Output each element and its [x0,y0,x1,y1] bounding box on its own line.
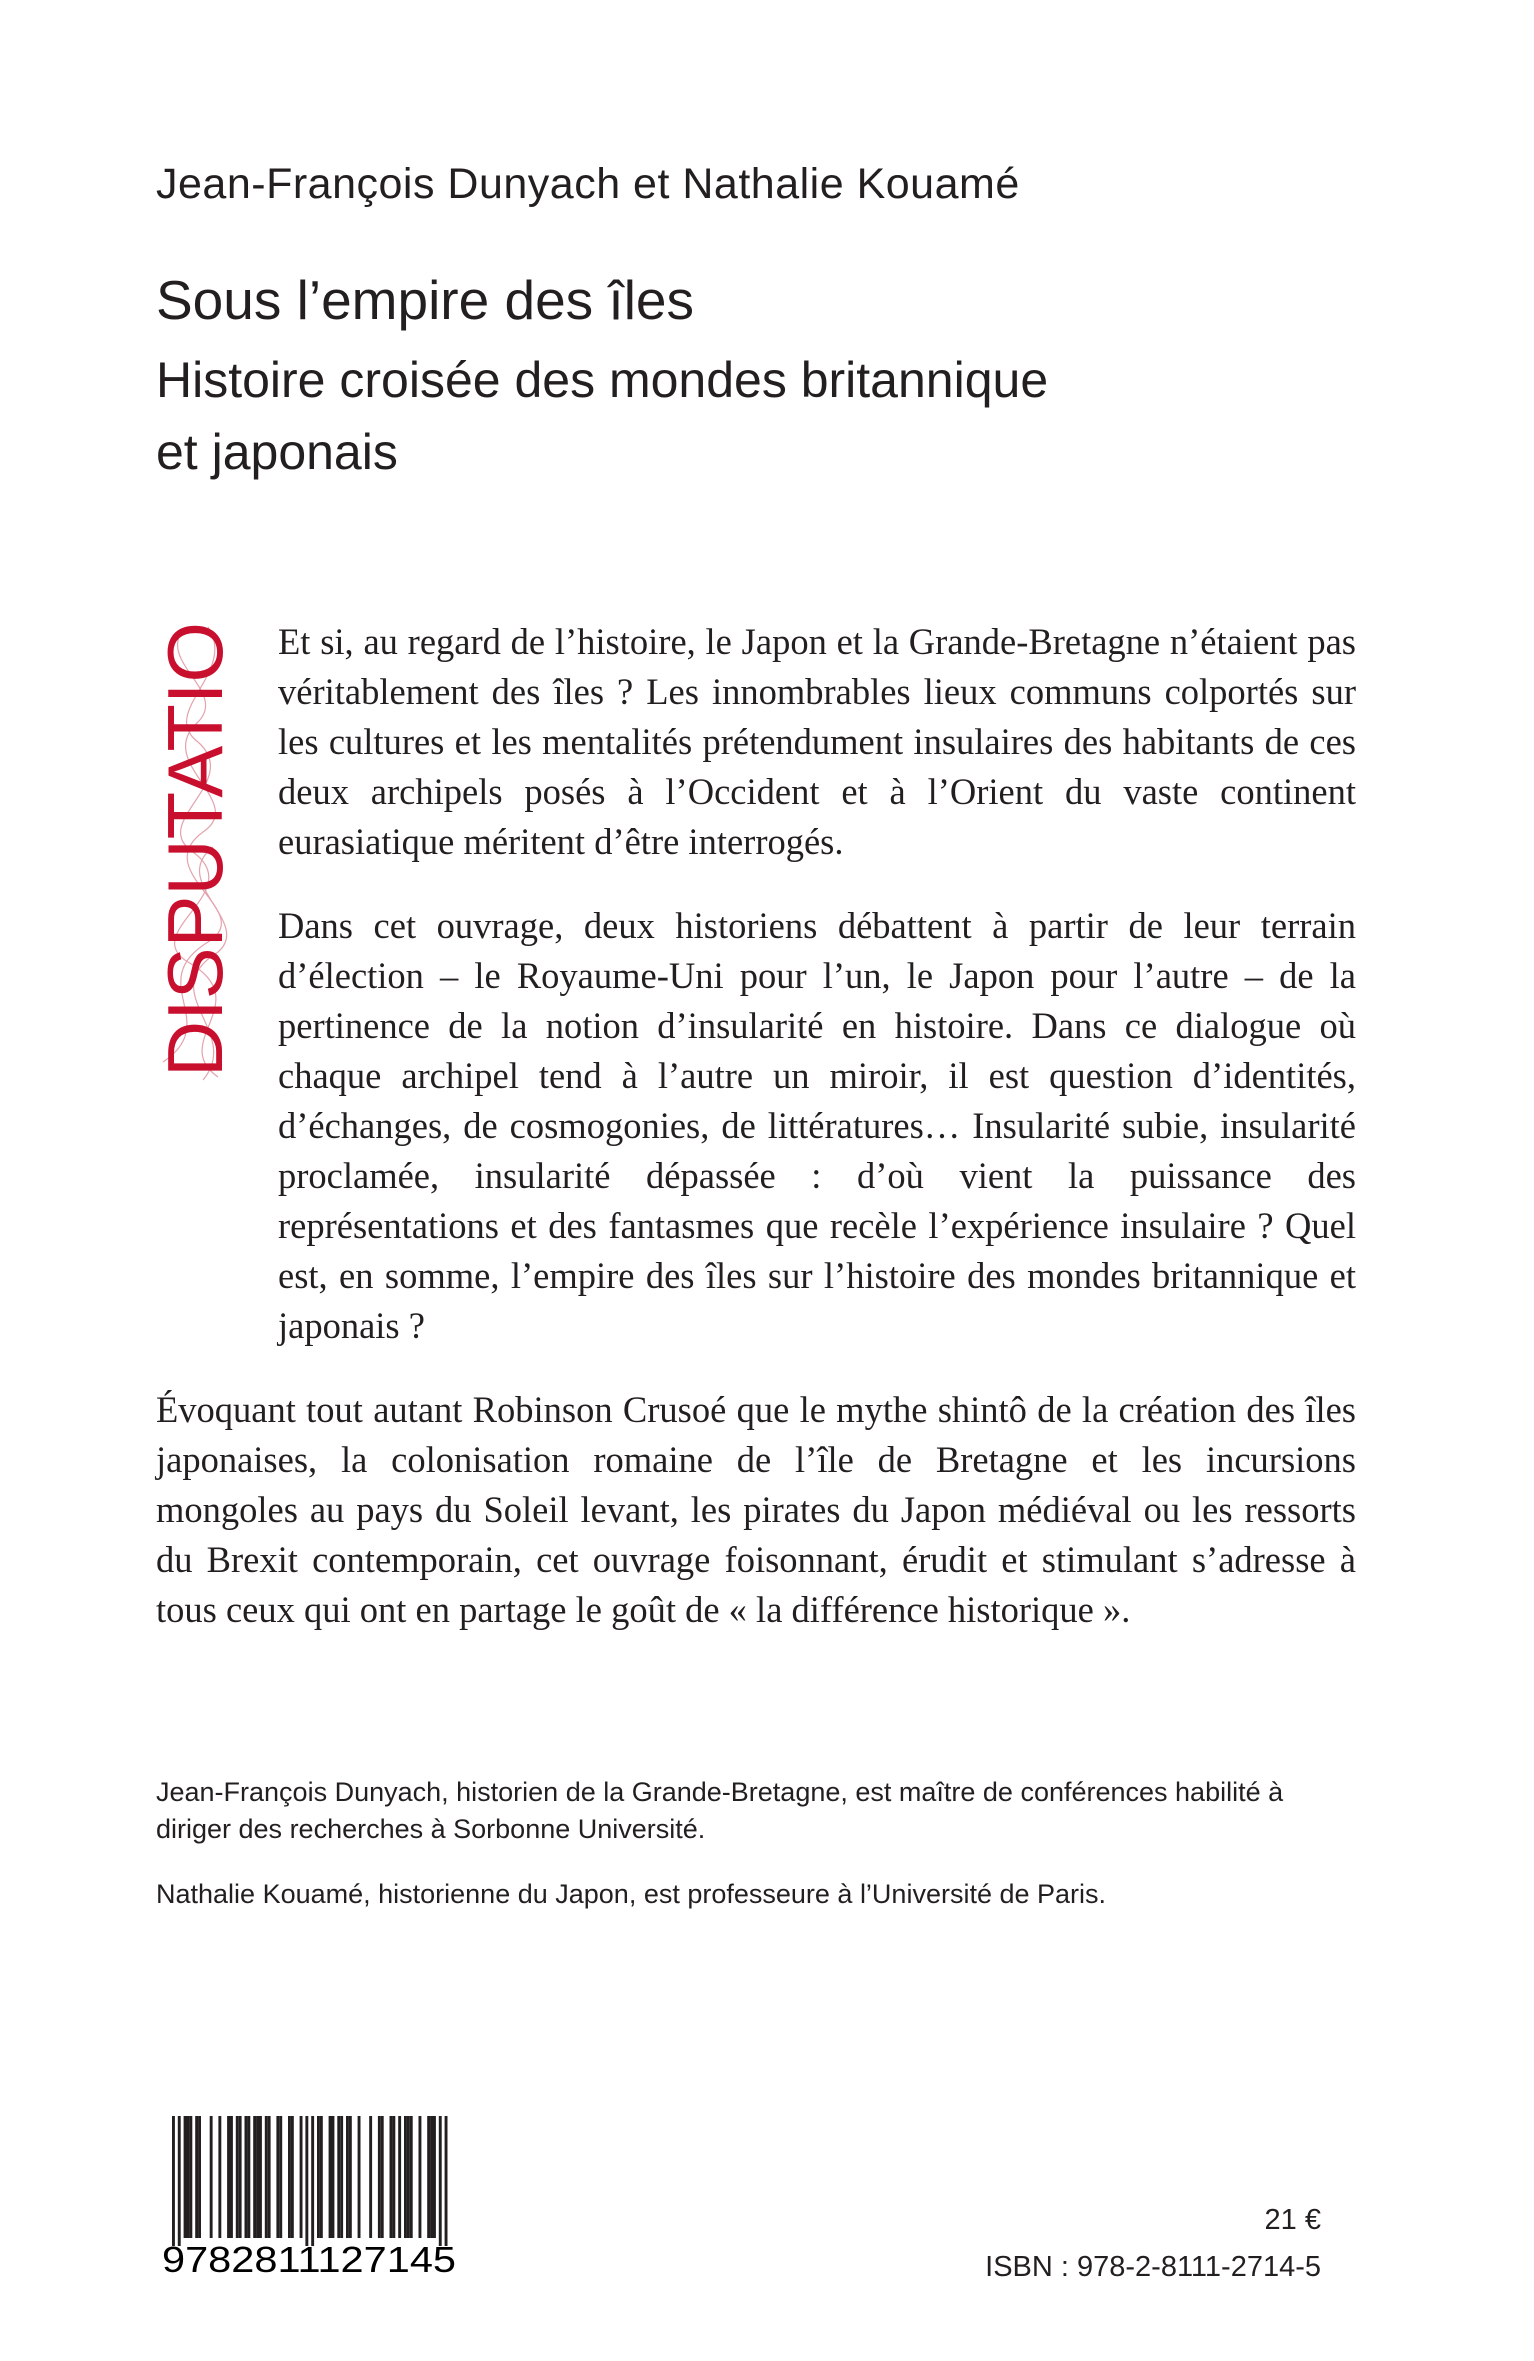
barcode-bar [346,2116,349,2238]
barcode-bar [332,2116,335,2238]
author-bio: Nathalie Kouamé, historienne du Japon, est professeure à l’Université de Paris. [156,1879,1107,1909]
barcode-bar [210,2116,213,2238]
author-bio: Jean-François Dunyach, historien de la Grande-Bretagne, est maître de conférences habilité à diriger des recherches à Sorbonne Université. [156,1777,1284,1844]
barcode-bar [433,2116,436,2238]
barcode-bar [445,2116,448,2246]
barcode-bar [305,2116,308,2246]
barcode-bar [340,2116,343,2238]
barcode-bar [369,2116,372,2238]
barcode-bar [404,2116,407,2238]
barcode-bar [265,2116,268,2238]
barcode-bar [189,2116,192,2238]
barcode-bar [288,2116,291,2238]
barcode-bar [407,2116,410,2238]
subtitle-line-2: et japonais [156,424,398,480]
barcode-bar [268,2116,271,2238]
barcode-bar [256,2116,259,2238]
barcode-bar [317,2116,320,2238]
blurb [156,617,1356,1635]
barcode-bar [439,2116,442,2246]
barcode [160,2116,460,2276]
subtitle-line-1: Histoire croisée des mondes britannique [156,352,1049,408]
authors-line: Jean-François Dunyach et Nathalie Kouamé [156,160,1020,208]
barcode-bars [172,2116,448,2246]
barcode-bar [349,2116,352,2238]
blurb-paragraph: Évoquant tout autant Robinson Crusoé que le mythe shintô de la création des îles japonaises, la colonisation romaine de l’île de Bretagne et les incursions mongoles au pays du Soleil levant, les pirates du Japon médiéval ou les ressorts du Brexit contemporain, cet ouvrage foisonnant, érudit et stimulant s’adresse à tous ceux qui ont en partage le goût de « la différence historique ». [156,1389,1356,1630]
barcode-bar [195,2116,198,2238]
book-subtitle [156,344,1256,488]
barcode-bar [172,2116,175,2246]
barcode-bar [198,2116,201,2238]
barcode-bar [398,2116,401,2238]
barcode-bar [245,2116,248,2238]
isbn: ISBN : 978-2-8111-2714-5 [985,2251,1321,2283]
blurb-paragraph: Et si, au regard de l’histoire, le Japon et la Grande-Bretagne n’étaient pas véritablement des îles ? Les innombrables lieux communs colportés sur les cultures et les mentalités prétendument insulaires des habitants de ces deux archipels posés à l’Occident et à l’Orient du vaste continent eurasiatique méritent d’être interrogés. [278,621,1356,862]
barcode-bar [410,2116,413,2238]
author-bios [156,1774,1356,1941]
barcode-bar [419,2116,422,2238]
barcode-bar [337,2116,340,2238]
price: 21 € [1264,2204,1321,2236]
barcode-bar [218,2116,221,2238]
barcode-bar [276,2116,279,2238]
barcode-bar [184,2116,187,2238]
barcode-bar [358,2116,361,2238]
barcode-bar [381,2116,384,2238]
barcode-bar [291,2116,294,2238]
barcode-bar [390,2116,393,2238]
barcode-bar [430,2116,433,2238]
barcode-bar [279,2116,282,2238]
barcode-bar [392,2116,395,2238]
barcode-bar [427,2116,430,2238]
series-name: DISPUTATIO [151,620,239,1077]
barcode-bar [378,2116,381,2238]
barcode-bar [236,2116,239,2238]
barcode-digits: 9782811127145 [162,2239,456,2276]
book-title: Sous l’empire des îles [156,269,695,331]
barcode-bar [259,2116,262,2238]
barcode-bar [187,2116,190,2238]
barcode-bar [227,2116,230,2238]
barcode-bar [253,2116,256,2238]
barcode-bar [329,2116,332,2238]
barcode-bar [311,2116,314,2246]
barcode-bar [320,2116,323,2238]
barcode-bar [178,2116,181,2246]
barcode-bar [300,2116,303,2238]
barcode-bar [230,2116,233,2238]
blurb-paragraph: Dans cet ouvrage, deux historiens débattent à partir de leur terrain d’élection – le Royaume-Uni pour l’un, le Japon pour l’autre – de la pertinence de la notion d’insularité en histoire. Dans ce dialogue où chaque archipel tend à l’autre un miroir, il est question d’identités, d’échanges, de cosmogonies, de littératures… Insularité subie, insularité proclamée, insularité dépassée : d’où vient la puissance des représentations et des fantasmes que recèle l’expérience insulaire ? Quel est, en somme, l’empire des îles sur l’histoire des mondes britannique et japonais ? [278,905,1356,1346]
barcode-bar [247,2116,250,2238]
barcode-bar [239,2116,242,2238]
